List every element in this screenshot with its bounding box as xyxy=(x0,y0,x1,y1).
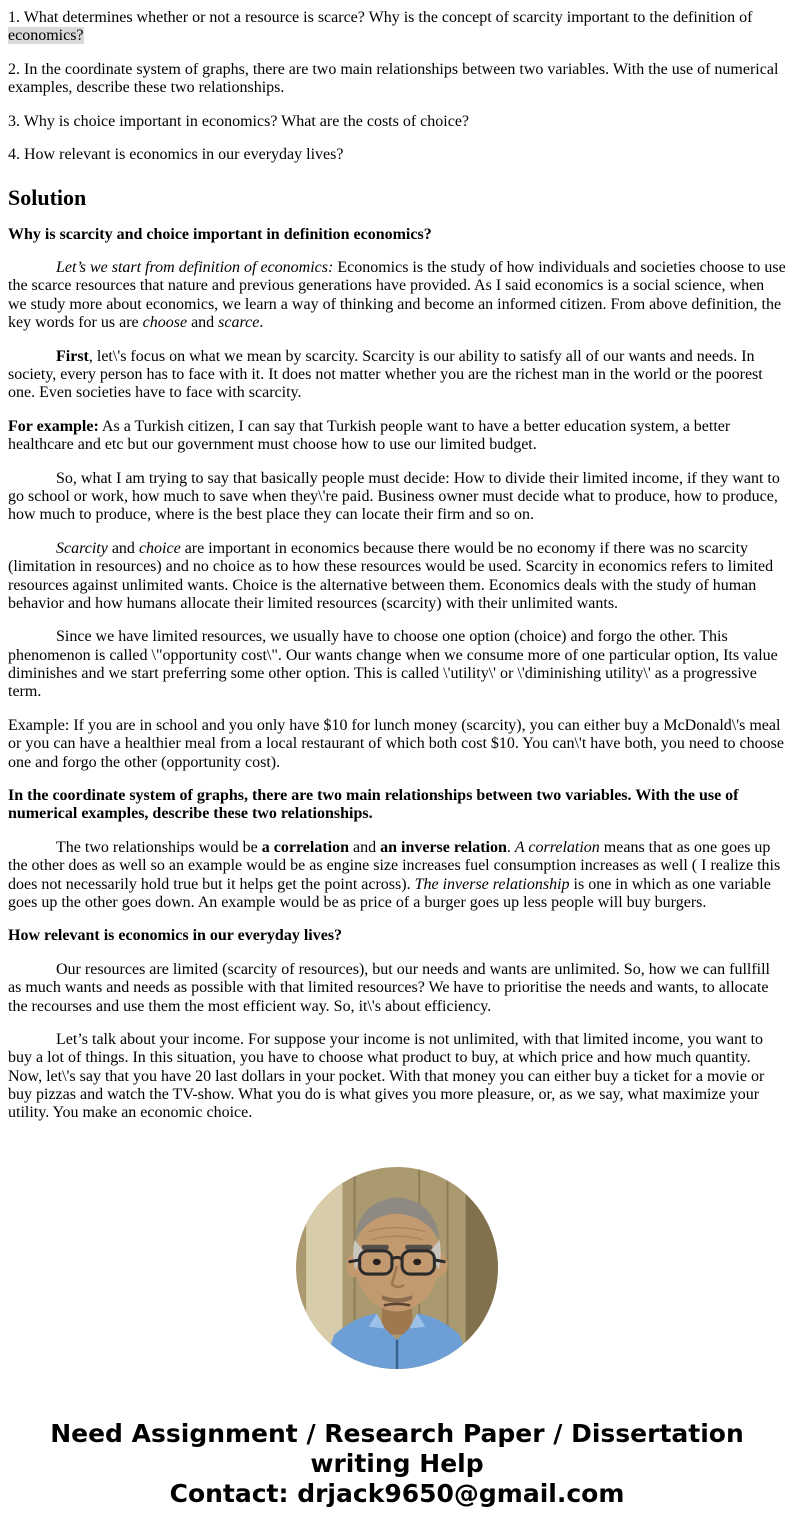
para-scarcity-and-choice: Scarcity and choice are important in economics because there would be no economy if there was no scarcity (limitation in resources) and no choice as to how these resources would be used. Scarcity in economics refers to limited resources against unlimited wants. Choice is the alternative between them. Economics deals with the study of human behavior and how humans allocate their limited resources (scarcity) with their unlimited wants. xyxy=(8,539,774,612)
question-3: 3. Why is choice important in economics? What are the costs of choice? xyxy=(8,112,470,130)
solution-heading: Solution xyxy=(8,185,87,211)
para-efficiency: Our resources are limited (scarcity of resources), but our needs and wants are unlimited. So, how we can fullfill as much wants and needs as possible with that limited resources? We have to prioritise the needs and wants, to allocate the recourses and use them the most efficient way. So, it\'s about efficiency. xyxy=(8,960,770,1015)
subheading-everyday-lives: How relevant is economics in our everyday lives? xyxy=(8,927,343,945)
para-definition: Let’s we start from definition of economics: Economics is the study of how individuals and societies choose to use the scarce resources that nature and previous generations have provided. As I said economics is a social science, when we study more about economics, we learn a way of thinking and become an informed citizen. From above definition, the key words for us are choose and scarce. xyxy=(8,259,786,332)
question-2: 2. In the coordinate system of graphs, there are two main relationships between two variables. With the use of numerical examples, describe these two relationships. xyxy=(8,60,779,97)
footer-banner xyxy=(0,1419,794,1509)
photo-illustration xyxy=(296,1167,498,1369)
photo-wall-dark-panel xyxy=(466,1167,498,1369)
para-decisions: So, what I am trying to say that basically people must decide: How to divide their limited income, if they want to go school or work, how much to save when they\'re paid. Business owner must decide what to produce, how to produce, how much to produce, where is the best place they can locate their firm and so on. xyxy=(8,469,780,524)
subheading-graph-relationships: In the coordinate system of graphs, there are two main relationships between two variables. With the use of numerical examples, describe these two relationships. xyxy=(8,787,739,823)
question-4: 4. How relevant is economics in our everyday lives? xyxy=(8,145,344,163)
subheading-scarcity-choice: Why is scarcity and choice important in definition economics? xyxy=(8,225,432,243)
footer-help-text: Need Assignment / Research Paper / Dissertation writing Help xyxy=(50,1418,744,1478)
instructor-photo xyxy=(296,1167,498,1369)
footer-contact-text: Contact: drjack9650@gmail.com xyxy=(169,1478,625,1508)
question-1: 1. What determines whether or not a resource is scarce? Why is the concept of scarcity important to the definition of economics? xyxy=(8,9,753,45)
para-first-scarcity: First, let\'s focus on what we mean by scarcity. Scarcity is our ability to satisfy all of our wants and needs. In society, every person has to face with it. It does not matter whether you are the richest man in the world or the poorest one. Even societies have to face with scarcity. xyxy=(8,347,763,402)
para-for-example: For example: As a Turkish citizen, I can say that Turkish people want to have a better education system, a better healthcare and etc but our government must choose how to use our limited budget. xyxy=(8,417,731,454)
para-relationships: The two relationships would be a correlation and an inverse relation. A correlation means that as one goes up the other does as well so an example would be as engine size increases fuel consumption increases as well ( I realize this does not necessarily hold true but it helps get the point across). The inverse relationship is one in which as one variable goes up the other goes down. An example would be as price of a burger goes up less people will buy burgers. xyxy=(8,838,781,911)
para-opportunity-cost: Since we have limited resources, we usually have to choose one option (choice) and forgo the other. This phenomenon is called \"opportunity cost\". Our wants change when we consume more of one particular option, Its value diminishes and we start preferring some other option. This is called \'utility\' or \'diminishing utility\' as a progressive term. xyxy=(8,628,778,701)
para-example-lunch: Example: If you are in school and you only have $10 for lunch money (scarcity), you can either buy a McDonald\'s meal or you can have a healthier meal from a local restaurant of which both cost $10. You can\'t have both, you need to choose one and forgo the other (opportunity cost). xyxy=(8,716,784,771)
para-income-choice: Let’s talk about your income. For suppose your income is not unlimited, with that limited income, you want to buy a lot of things. In this situation, you have to choose what product to buy, at which price and how much quantity. Now, let\'s say that you have 20 last dollars in your pocket. With that money you can either buy a ticket for a movie or buy pizzas and watch the TV-show. What you do is what gives you more pleasure, or, as we say, what maximize your utility. You make an economic choice. xyxy=(8,1030,765,1122)
